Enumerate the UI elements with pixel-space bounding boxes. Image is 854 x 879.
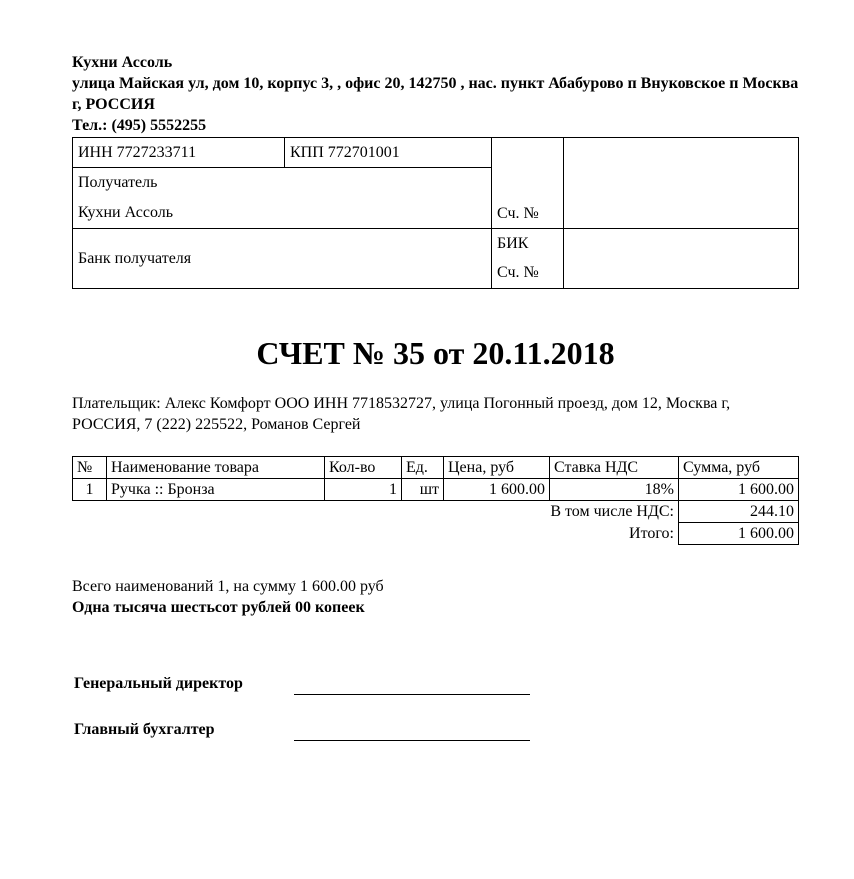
row-number: 1 xyxy=(73,479,107,501)
seller-address: улица Майская ул, дом 10, корпус 3, , офис 20, 142750 , нас. пункт Абабурово п Внуковское п Москва г, РОССИЯ xyxy=(72,75,799,113)
account-label-1: Сч. № xyxy=(492,138,564,229)
table-row xyxy=(73,479,799,501)
row-product: Ручка :: Бронза xyxy=(107,479,325,501)
row-price: 1 600.00 xyxy=(444,479,550,501)
total-value: 1 600.00 xyxy=(679,523,799,545)
header-product: Наименование товара xyxy=(107,457,325,479)
kpp-cell: КПП 772701001 xyxy=(285,138,492,168)
vat-row xyxy=(73,501,799,523)
header-vat-rate: Ставка НДС xyxy=(550,457,679,479)
account-label-2: Сч. № xyxy=(492,259,564,289)
inn-cell: ИНН 7727233711 xyxy=(73,138,285,168)
items-header-row xyxy=(73,457,799,479)
vat-label: В том числе НДС: xyxy=(550,502,674,520)
header-quantity: Кол-во xyxy=(325,457,402,479)
summary-block xyxy=(72,576,799,618)
summary-words: Одна тысяча шестьсот рублей 00 копеек xyxy=(72,599,365,616)
header-number: № xyxy=(73,457,107,479)
seller-name: Кухни Ассоль xyxy=(72,54,173,71)
items-table xyxy=(72,456,799,545)
header-sum: Сумма, руб xyxy=(679,457,799,479)
recipient-name: Кухни Ассоль xyxy=(78,204,174,221)
row-sum: 1 600.00 xyxy=(679,479,799,501)
row-vat-rate: 18% xyxy=(550,479,679,501)
header-unit: Ед. xyxy=(402,457,444,479)
bik-value xyxy=(564,229,799,259)
accountant-label: Главный бухгалтер xyxy=(74,721,215,738)
total-label: Итого: xyxy=(629,524,674,542)
account-value-1 xyxy=(564,138,799,229)
invoice-title: СЧЕТ № 35 от 20.11.2018 xyxy=(256,335,615,371)
payer-info: Плательщик: Алекс Комфорт ООО ИНН 7718532727, улица Погонный проезд, дом 12, Москва г, РОССИЯ, 7 (222) 225522, Романов Сергей xyxy=(72,395,731,433)
director-signature-line[interactable] xyxy=(294,694,530,695)
recipient-cell xyxy=(73,168,492,229)
seller-phone: Тел.: (495) 5552255 xyxy=(72,117,207,134)
row-unit: шт xyxy=(402,479,444,501)
director-label: Генеральный директор xyxy=(74,675,243,692)
total-row xyxy=(73,523,799,545)
accountant-signature-line[interactable] xyxy=(294,740,530,741)
invoice-page xyxy=(72,52,799,618)
header-price: Цена, руб xyxy=(444,457,550,479)
bank-details-table xyxy=(72,137,799,289)
row-quantity: 1 xyxy=(325,479,402,501)
recipient-label: Получатель xyxy=(78,174,158,191)
account-value-2 xyxy=(564,259,799,289)
summary-count: Всего наименований 1, на сумму 1 600.00 руб xyxy=(72,578,384,595)
vat-value: 244.10 xyxy=(679,501,799,523)
bik-label: БИК xyxy=(492,229,564,259)
bank-label: Банк получателя xyxy=(73,229,492,289)
